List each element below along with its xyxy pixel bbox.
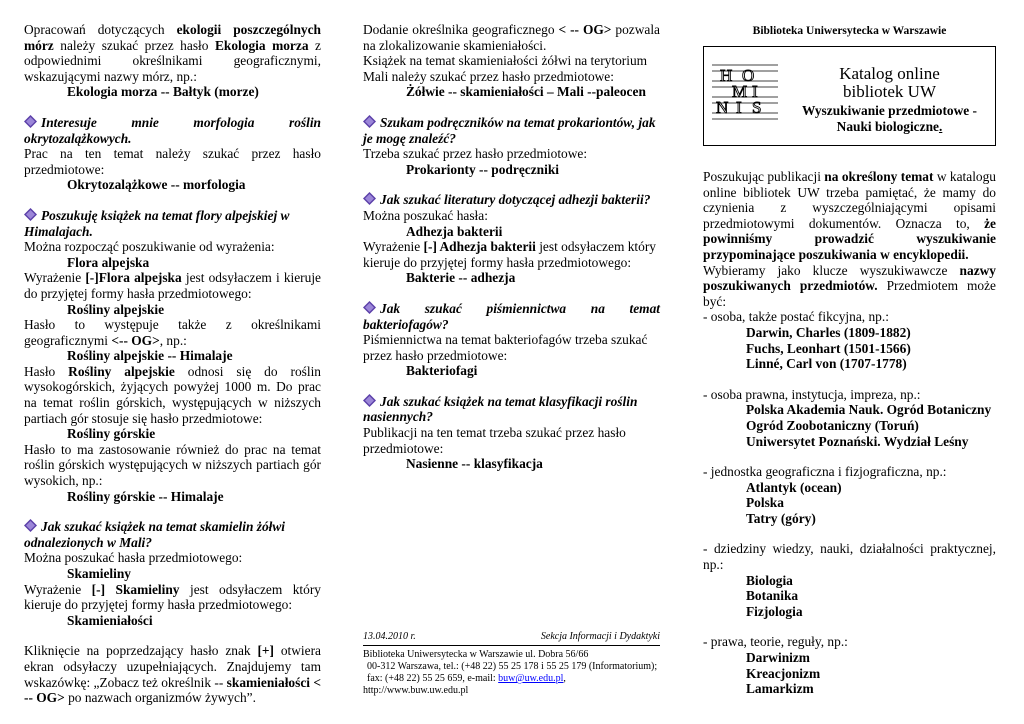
answer-text (24, 643, 321, 705)
text: na określony temat (824, 169, 934, 184)
example-heading: Nasienne -- klasyfikacja (406, 456, 543, 472)
example-heading: Rośliny górskie (67, 426, 156, 442)
text: Hasło to występuje także z określnikami geograficznymi (24, 317, 321, 348)
footer-section: Sekcja Informacji i Dydaktyki (540, 631, 660, 642)
category-list (703, 402, 996, 449)
question-text: Szukam podręczników na temat prokariontów, jak je mogę znaleźć? (363, 114, 656, 146)
text: Poszukując publikacji (703, 169, 825, 184)
text: Rośliny alpejskie (68, 363, 175, 379)
diamond-bullet-icon (363, 115, 376, 128)
paragraph (703, 263, 996, 310)
category-list (703, 325, 996, 372)
example-heading: Bakteriofagi (406, 363, 478, 379)
question-text: Poszukuję książek na temat flory alpejskiej w Himalajach. (24, 207, 290, 239)
category-label: - prawa, teorie, reguły, np.: (703, 634, 848, 650)
footer-address: Biblioteka Uniwersytecka w Warszawie ul. Dobra 56/66 (363, 649, 589, 660)
question-text: Jak szukać książek na temat skamielin żółwi odnalezionych w Mali? (24, 519, 286, 550)
title-line: bibliotek UW (842, 82, 936, 101)
text: Wyrażenie (24, 270, 86, 286)
svg-text:O: O (742, 66, 755, 85)
category-list (703, 650, 996, 697)
answer-text (363, 239, 660, 270)
text: jest odsyłaczem który kieruje do przyjętej formy hasła przedmiotowego: (363, 239, 656, 270)
example-heading: Skamieliny (67, 566, 131, 581)
answer-text: Hasło to ma zastosowanie również do prac na temat roślin górskich występujących w niższych partiach gór wysokich, np.: (24, 441, 321, 489)
text: jest odsyłaczem i kieruje do przyjętej formy hasła przedmiotowego: (24, 270, 321, 301)
column-left (24, 22, 321, 706)
question-text: Interesuje mnie morfologia roślin okrytozalążkowych. (24, 114, 321, 146)
text: Opracowań dotyczących (24, 22, 177, 37)
text: Hasło (24, 363, 69, 379)
text: Ekologia morza (214, 37, 309, 53)
diamond-bullet-icon (363, 192, 376, 205)
text: ekologii poszczególnych mórz (24, 22, 322, 53)
subtitle-line (788, 119, 991, 135)
svg-text:I: I (736, 98, 742, 117)
answer-text (24, 582, 321, 613)
answer-text: Można poszukać hasła przedmiotowego: (24, 550, 243, 566)
text: w katalogu online bibliotek UW trzeba pamiętać, że mamy do czynienia z wyszczególniającymi opisami przedmiotowymi dokumentów. Oznacza to, (703, 169, 996, 231)
example-heading: Rośliny alpejskie -- Himalaje (67, 348, 233, 364)
list-item: Fizjologia (746, 603, 803, 619)
answer-text (24, 270, 321, 301)
list-item: Biologia (746, 572, 793, 588)
answer-text (24, 364, 321, 426)
question (363, 192, 660, 208)
example-heading: Adhezja bakterii (406, 223, 503, 239)
text: Wybieramy jako klucze wyszukiwawcze (703, 262, 960, 278)
list-item: Fuchs, Leonhart (1501-1566) (746, 340, 911, 356)
footer-meta (363, 631, 660, 646)
example-heading: Rośliny górskie -- Himalaje (67, 488, 224, 504)
answer-text: Można rozpocząć poszukiwanie od wyrażenia: (24, 239, 275, 255)
text: nazwy poszukiwanych przedmiotów. (703, 262, 996, 294)
intro-paragraph (703, 169, 996, 263)
paragraph (363, 22, 660, 53)
question (24, 519, 321, 550)
example-heading: Prokarionty -- podręczniki (406, 161, 559, 177)
category-label: - osoba, także postać fikcyjna, np.: (703, 309, 889, 325)
example-heading: Okrytozalążkowe -- morfologia (67, 177, 246, 193)
category-list (703, 480, 996, 527)
text: skamieniałości < -- OG> (24, 674, 321, 706)
question (24, 208, 321, 239)
title-box (703, 46, 996, 146)
list-item: Kreacjonizm (746, 665, 821, 681)
text: [-] Skamieliny (91, 581, 180, 597)
paragraph: Książek na temat skamieniałości żółwi na terytorium Mali należy szukać przez hasło przedmiotowe: (363, 53, 648, 84)
answer-text: Piśmiennictwa na temat bakteriofagów trzeba szukać przez hasło przedmiotowe: (363, 332, 648, 363)
text: Wyrażenie (363, 239, 424, 255)
question-text: Jak szukać literatury dotyczącej adhezji bakterii? (380, 192, 651, 208)
example-heading: Żółwie -- skamieniałości – Mali --paleocen (406, 84, 646, 100)
list-item: Darwinizm (746, 650, 810, 666)
question-text: Jak szukać piśmiennictwa na temat bakteriofagów? (363, 300, 660, 332)
list-item: Ogród Zoobotaniczny (Toruń) (746, 417, 919, 433)
catalog-subtitle (788, 103, 991, 135)
answer-text: Trzeba szukać przez hasło przedmiotowe: (363, 146, 588, 162)
footer (363, 631, 660, 697)
text: po nazwach organizmów żywych”. (64, 690, 256, 706)
list-item: Atlantyk (ocean) (746, 479, 842, 495)
text: otwiera ekran odsyłaczy uzupełniających. Znajdujemy tam wskazówkę: „Zobacz też określnik -- (24, 643, 322, 690)
svg-text:M: M (732, 82, 748, 101)
answer-text (24, 317, 321, 348)
svg-text:S: S (752, 98, 762, 117)
example-heading: Skamieniałości (67, 612, 153, 628)
category-label: - dziedziny wiedzy, nauki, działalności praktycznej, np.: (703, 541, 996, 573)
svg-text:N: N (716, 98, 729, 117)
text: pozwala na zlokalizowanie skamieniałości. (363, 22, 660, 53)
diamond-bullet-icon (24, 115, 37, 128)
text: <-- OG> (111, 332, 160, 348)
list-item: Uniwersytet Poznański. Wydział Leśny (746, 433, 969, 449)
text: , np.: (159, 332, 187, 348)
list-item: Tatry (góry) (746, 510, 816, 526)
list-item: Polska Akademia Nauk. Ogród Botaniczny (746, 402, 992, 418)
footer-phone: 00-312 Warszawa, tel.: (+48 22) 55 25 178 i 55 25 179 (Informatorium); (367, 661, 658, 672)
list-item: Lamarkizm (746, 681, 814, 697)
answer-text: Prac na ten temat należy szukać przez hasło przedmiotowe: (24, 146, 321, 177)
footer-date: 13.04.2010 r. (363, 631, 416, 642)
library-name: Biblioteka Uniwersytecka w Warszawie (752, 25, 947, 37)
list-item: Darwin, Charles (1809-1882) (746, 324, 911, 340)
footer-url[interactable]: http://www.buw.uw.edu.pl (363, 685, 469, 696)
text: z odpowiednimi określnikami geograficznymi, wskazującymi nazwy mórz, np.: (24, 37, 321, 84)
email-link[interactable]: buw@uw.edu.pl (498, 673, 564, 684)
text: [+] (257, 643, 275, 659)
example-heading: Rośliny alpejskie (67, 301, 165, 317)
svg-text:H: H (720, 66, 733, 85)
text: należy szukać przez hasło (53, 37, 215, 53)
question-text: Jak szukać książek na temat klasyfikacji roślin nasiennych? (363, 393, 638, 425)
question (363, 115, 660, 146)
title-line: Katalog online (839, 64, 940, 83)
category-label: - jednostka geograficzna i fizjograficzna, np.: (703, 464, 947, 480)
text: Przedmiotem może być: (703, 278, 996, 309)
text: że powinniśmy prowadzić wyszukiwanie przypominające poszukiwania w encyklopedii. (703, 215, 996, 262)
svg-text:I: I (752, 82, 758, 101)
example-heading: Flora alpejska (67, 254, 150, 270)
diamond-bullet-icon (363, 301, 376, 314)
diamond-bullet-icon (24, 208, 37, 221)
text: [-]Flora alpejska (85, 270, 182, 286)
subtitle-line: Wyszukiwanie przedmiotowe - (801, 103, 978, 118)
footer-contact (363, 673, 660, 685)
text: [-] Adhezja bakterii (423, 239, 536, 255)
example-heading: Ekologia morza -- Bałtyk (morze) (67, 84, 259, 100)
answer-text: Można poszukać hasła: (363, 207, 488, 223)
list-item: Botanika (746, 588, 799, 604)
list-item: Linné, Carl von (1707-1778) (746, 356, 907, 372)
text: Kliknięcie na poprzedzający hasło znak (24, 643, 258, 659)
catalog-title (788, 65, 991, 101)
intro-paragraph (24, 22, 321, 84)
question (363, 394, 660, 425)
question (363, 301, 660, 332)
text: odnosi się do roślin wysokogórskich, żyjących powyżej 1000 m. Do prac na temat roślin górskich, występujących w niższych partiach gór stosuje się hasło przedmiotowe: (24, 363, 321, 426)
category-label: - osoba prawna, instytucja, impreza, np.: (703, 386, 921, 402)
answer-text: Publikacji na ten temat trzeba szukać przez hasło przedmiotowe: (363, 425, 626, 456)
text: Dodanie określnika geograficznego (363, 22, 559, 37)
text: < -- OG> (558, 22, 612, 37)
text: fax: (+48 22) 55 25 659, e-mail: (367, 673, 499, 684)
example-heading: Bakterie -- adhezja (406, 270, 516, 286)
hominis-logo-icon (712, 59, 778, 125)
diamond-bullet-icon (363, 394, 376, 407)
column-right (703, 169, 996, 697)
category-list (703, 573, 996, 620)
list-item: Polska (746, 495, 784, 511)
text: Wyrażenie (24, 581, 92, 597)
text: jest odsyłaczem który kieruje do przyjętej formy hasła przedmiotowego: (24, 581, 321, 613)
diamond-bullet-icon (24, 519, 37, 532)
text: , (563, 673, 566, 684)
text: . (938, 119, 943, 134)
question (24, 115, 321, 146)
text: Nauki biologiczne (836, 119, 939, 134)
column-middle (363, 22, 660, 472)
